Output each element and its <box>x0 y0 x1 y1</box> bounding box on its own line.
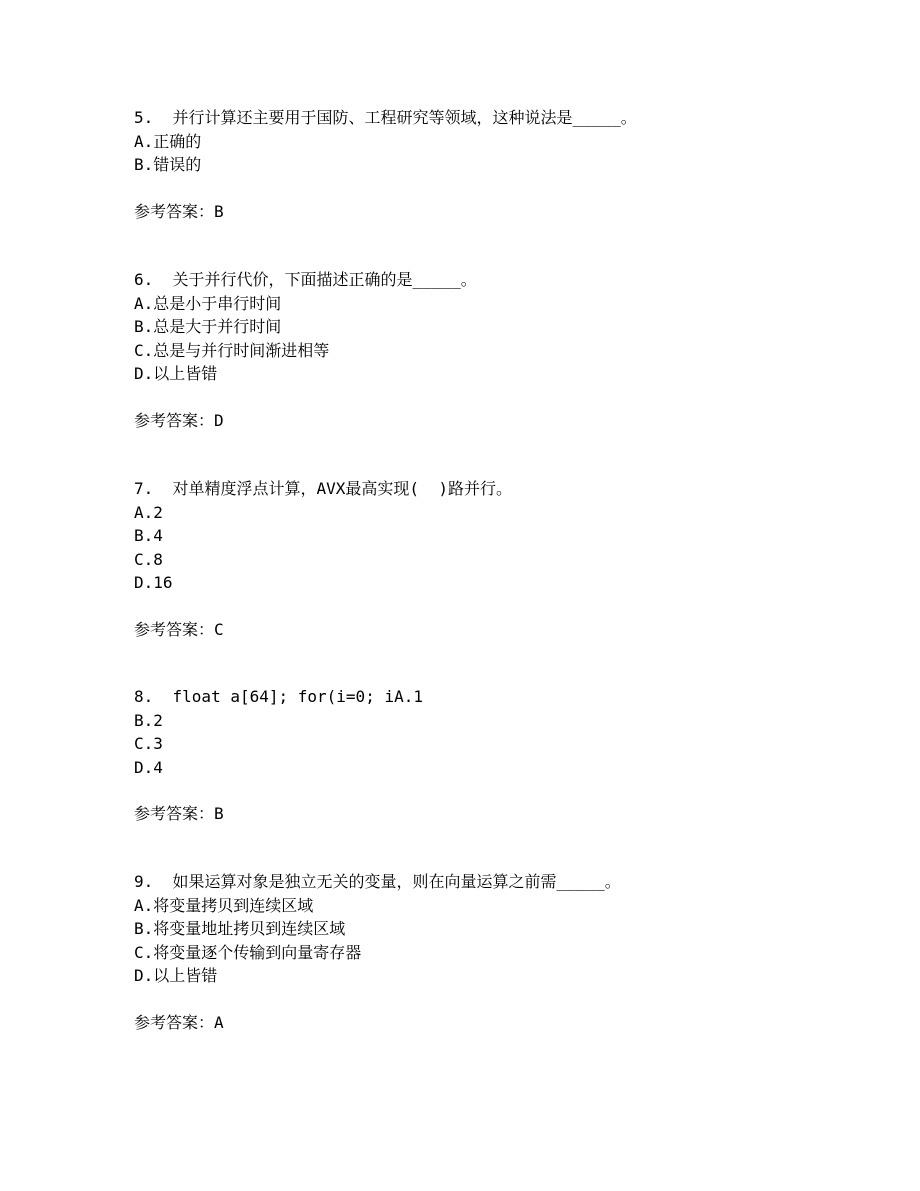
option-d: D.以上皆错 <box>134 966 218 986</box>
option-a: A.总是小于串行时间 <box>134 293 282 313</box>
option-c: C.3 <box>134 734 163 754</box>
question-7 <box>134 477 894 642</box>
option-c: C.将变量逐个传输到向量寄存器 <box>134 942 362 962</box>
question-6 <box>134 268 894 433</box>
option-a: A.2 <box>134 502 163 522</box>
reference-answer: 参考答案：D <box>134 410 224 430</box>
reference-answer: 参考答案：A <box>134 1012 224 1032</box>
reference-answer: 参考答案：B <box>134 804 224 824</box>
option-b: B.4 <box>134 526 163 546</box>
option-a: A.正确的 <box>134 131 202 151</box>
option-b: B.错误的 <box>134 155 202 175</box>
question-stem: 9. 如果运算对象是独立无关的变量，则在向量运算之前需_____。 <box>134 872 621 891</box>
option-b: B.总是大于并行时间 <box>134 317 282 337</box>
option-d: D.以上皆错 <box>134 364 218 384</box>
question-stem: 8. float a[64]; for(i=0; iA.1 <box>134 687 423 706</box>
option-a: A.将变量拷贝到连续区域 <box>134 895 314 915</box>
question-stem: 7. 对单精度浮点计算，AVX最高实现( )路并行。 <box>134 479 512 498</box>
reference-answer: 参考答案：B <box>134 201 224 221</box>
reference-answer: 参考答案：C <box>134 619 224 639</box>
question-8 <box>134 685 894 826</box>
question-stem: 6. 关于并行代价，下面描述正确的是_____。 <box>134 270 477 289</box>
question-9 <box>134 870 894 1035</box>
option-d: D.4 <box>134 757 163 777</box>
option-c: C.总是与并行时间渐进相等 <box>134 340 330 360</box>
option-b: B.将变量地址拷贝到连续区域 <box>134 919 346 939</box>
option-c: C.8 <box>134 549 163 569</box>
option-d: D.16 <box>134 573 173 593</box>
option-b: B.2 <box>134 710 163 730</box>
question-stem: 5. 并行计算还主要用于国防、工程研究等领域，这种说法是_____。 <box>134 108 637 127</box>
question-5 <box>134 106 894 224</box>
